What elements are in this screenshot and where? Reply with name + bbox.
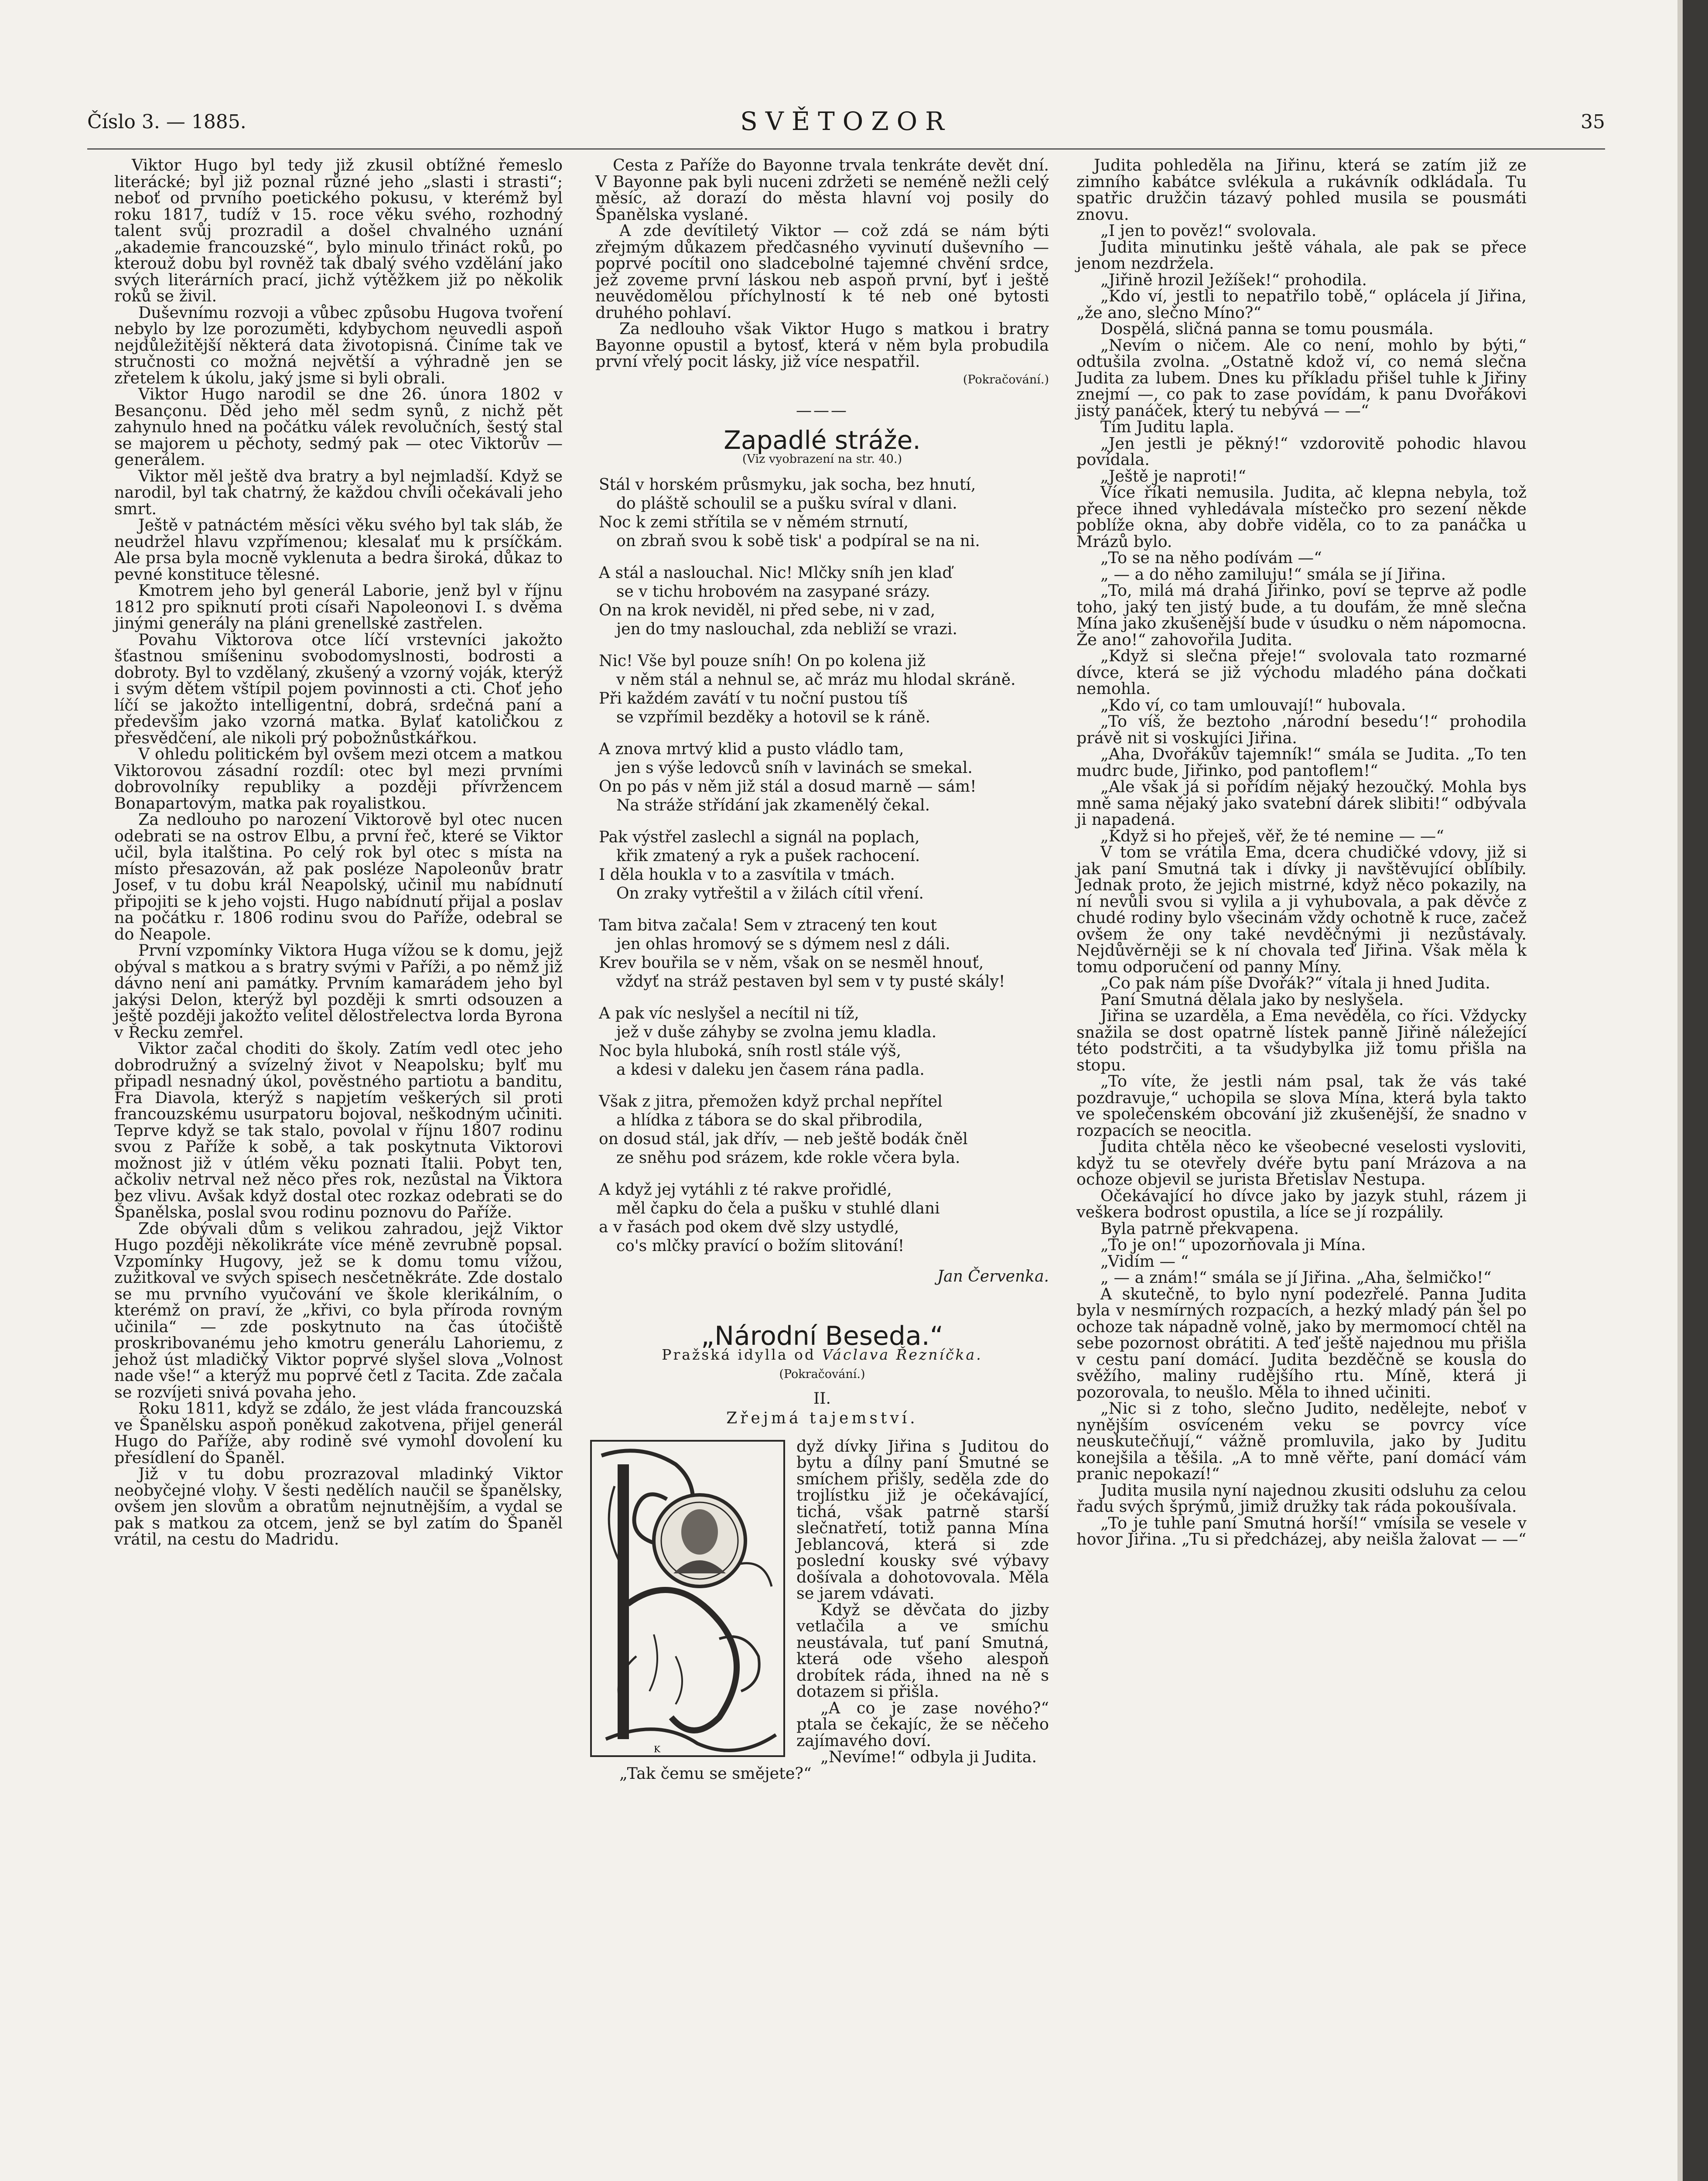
poem-stanza [595,1180,1049,1255]
paragraph: První vzpomínky Viktora Huga vížou se k domu, jejž obýval s matkou a s bratry svými v Paříži, a po němž již dávno není ani památky. Prvním kamarádem jeho byl jakýsi Delon, kterýž byl později k smrti odsouzen a ještě později jakožto velitel dělostřelectva lorda Byrona v Řecku zemřel. [114,941,563,1042]
story-paragraph: „To, milá má drahá Jiřinko, poví se teprve až podle toho, jaký ten jistý bude, a tu doufám, že mně slečna Mína jako zkušenější bude v úsudku o něm nápomocna. Že ano!“ zahovořila Judita. [1076,581,1527,649]
poem-line: Noc k zemi střítila se v němém strnutí, [599,513,909,531]
poem-line: A když jej vytáhli z té rakve prořidlé, [599,1180,892,1199]
story-paragraph: „Ještě je naproti!“ [1100,466,1246,485]
poem-line: Krev bouřila se v něm, však on se nesměl hnouť, [599,954,984,972]
poem-stanza [595,1092,1049,1167]
poem-line: A stál a naslouchal. Nic! Mlčky sníh jen klaď [599,564,953,582]
story-paragraph: „A co je zase nového?“ ptala se čekajíc, že se něčeho zajímavého doví. [796,1698,1049,1750]
story-subtitle-prefix: Pražská idylla od [662,1346,816,1363]
poem-line: a kdesi v daleku jen časem rána padla. [616,1060,925,1079]
story-paragraph: „Nevíme!“ odbyla ji Judita. [820,1747,1037,1766]
poem-line: co's mlčky pravící o božím slitování! [616,1237,905,1255]
paragraph: V ohledu politickém byl ovšem mezi otcem a matkou Viktorovou zásadní rozdíl: otec byl mezi prvními dobrovolníky republiky a později přívržencem Bonapartovým, matka pak royalistkou. [114,745,563,813]
story-paragraph: Když se děvčata do jizby vetlačila a ve smíchu neustávala, tuť paní Smutná, která ode všeho alespoň drobítek ráda, ihned na ně s dotazem si přišla. [796,1600,1049,1701]
story-paragraph: „To víte, že jestli nám psal, tak že vás také pozdravuje,“ uchopila se slova Mína, která byla takto ve společenském obcování již zkušenější, že snadno v rozpacích se neocitla. [1076,1072,1527,1140]
paragraph: Viktor začal choditi do školy. Zatím vedl otec jeho dobrodružný a svízelný život v Neapolsku; bylť mu připadl nesnadný úkol, pověstného partiotu a banditu, Fra Diavola, kterýž s napjetím veškerých sil proti francouzskému usurpatoru bojoval, neškodným učiniti. Teprve když se tak stalo, povolal v říjnu 1807 rodinu svou z Paříže k sobě, a tak poskytnuta Viktorovi možnost již v útlém věku poznati Italii. Pobyt ten, ačkoliv netrval než něco přes rok, nezůstal na Viktora bez vlivu. Avšak když dostal otec rozkaz odebrati se do Španělska, poslal svou rodinu poznovu do Paříže. [114,1039,563,1221]
poem-line: Pak výstřel zaslechl a signál na poplach, [599,828,920,846]
section-separator: ——— [796,402,848,420]
poem-line: a v řasách pod okem dvě slzy ustydlé, [599,1218,899,1236]
poem-line: I děla houkla v to a zasvítila v tmách. [599,865,895,884]
story-paragraph: „To je tuhle paní Smutná horší!“ vmísila se vesele v hovor Jiřina. „Tu si předcházej, aby neišla žalovat — —“ [1076,1513,1527,1549]
story-paragraph: „Tak čemu se smějete?“ [619,1764,812,1783]
poem-stanza [595,475,1049,550]
story-paragraph: „Když si ho přeješ, věř, že té nemine — —“ [1100,826,1444,845]
story-opening-text: dyž dívky Jiřina s Juditou do bytu a dílny paní Smutné se smíchem přišly, seděla zde do trojlístku již je očekávající, tichá, však patrně starší slečnatřetí, totiž panna Mína Jeblancová, která si zde poslední kousky své výbavy došívala a dohotovovala. Měla se jarem vdávati. [796,1436,1049,1603]
paragraph: Za nedlouho však Viktor Hugo s matkou i bratry Bayonne opustil a bytosť, která v něm byla probudila první vřelý pocit lásky, již více nespatřil. [595,319,1049,371]
poem-line: v něm stál a nehnul se, ač mráz mu hlodal skráně. [616,670,1016,689]
poem-line: on zbraň svou k sobě tisk' a podpíral se na ni. [616,532,980,550]
poem-line: do pláště schoulil se a pušku svíral v dlani. [616,494,957,513]
poem-stanza [595,916,1049,991]
story-subtitle [595,1347,1049,1363]
poem-line: on dosud stál, jak dřív, — neb ještě bodák čněl [599,1130,968,1148]
poem-line: Však z jitra, přemožen když prchal nepřítel [599,1092,943,1111]
initial-letter: K [654,1743,660,1754]
column-story-continuation [1076,157,1527,1548]
poem-line: Při každém zavátí v tu noční pustou tíš [599,689,908,708]
story-paragraph: „To víš, že beztoho ‚národní besedu‘!“ prohodila právě nit si voskujíci Jiřina. [1076,712,1527,747]
paragraph: Již v tu dobu prozrazoval mladinký Viktor neobyčejné vlohy. V šesti nedělích naučil se španělsky, ovšem jen slovům a obratům nejnutnějším, a vydal se pak s matkou za otcem, jenž se byl zatím do Španěl vrátil, na cestu do Madridu. [114,1464,563,1549]
poem-line: jež v duše záhyby se zvolna jemu kladla. [616,1023,937,1041]
paragraph: Duševnímu rozvoji a vůbec způsobu Hugova tvoření nebylo by lze porozuměti, kdybychom neuvedli aspoň nejdůležitější některá data životopisná. Činíme tak ve stručnosti co možná největší a výhradně jen se zřetelem k úkolu, jaký jsme si byli obrali. [114,303,563,387]
poem-line: Nic! Vše byl pouze sníh! On po kolena již [599,652,926,670]
paragraph: Viktor měl ještě dva bratry a byl nejmladší. Když se narodil, byl tak chatrný, že každou chvíli očekávali jeho smrt. [114,466,563,518]
story-paragraph: „To se na něho podívám —“ [1100,548,1322,567]
story-paragraph: Tím Juditu lapla. [1100,417,1235,436]
paragraph: Zde obývali dům s velikou zahradou, jejž Viktor Hugo později několikráte více méně zevrubně popsal. Vzpomínky Hugovy, jež se k domu tomu vížou, zužitkoval ve svých spisech nesčetněkráte. Zde dostalo se mu prvního vyučování ve škole klerikálním, o kterémž on praví, že „křivi, co byla příroda rovným učinila“ — zde poskytnuto na čas útočiště proskribovanému jeho kmotru generálu Lahoriemu, z jehož úst mladičký Viktor poprvé slyšel slova „Volnost nade vše!“ a kterýž mu poprvé četl z Tacita. Zde začala se rozvíjeti snivá povaha jeho. [114,1219,563,1402]
story-paragraph: „Aha, Dvořákův tajemník!“ smála se Judita. „To ten mudrc bude, Jiřinko, pod pantoflem!“ [1076,745,1527,780]
paragraph: Za nedlouho po narození Viktorově byl otec nucen odebrati se na ostrov Elbu, a první řeč, které se Viktor učil, byla italština. Po celý rok byl otec s místa na místo přesazován, až pak posléze Napoleonův bratr Josef, v tu dobu král Neapolský, učinil mu nabídnutí připojiti se k jeho vojsti. Hugo nabídnutí přijal a poslav na počátku r. 1806 rodinu svou do Paříže, odebral se do Neapole. [114,810,563,944]
paragraph: Viktor Hugo byl tedy již zkusil obtížné řemeslo literácké; byl již poznal různé jeho „slasti i strasti“; neboť od prvního poetického pokusu, v kterémž byl roku 1817, tudíž v 15. roce věku svého, rozhodný talent svůj prozradil a došel chvalného uznání „akademie francouzské“, bylo minulo třináct roků, po kterouž dobu byl rovněž tak dbalý svého vzdělání jako svých literárních prací, jichž výtěžkem již po několik roků se živil. [114,156,563,305]
column-hugo-biography [114,157,563,1548]
story-paragraph: Paní Smutná dělala jako by neslyšela. [1100,990,1404,1009]
story-paragraph: Dospělá, sličná panna se tomu pousmála. [1100,319,1434,338]
story-paragraph: „I jen to pověz!“ svolovala. [1100,221,1317,240]
poem-line: Stál v horském průsmyku, jak socha, bez hnutí, [599,475,976,494]
poem-line: Noc byla hluboká, sníh rostl stále výš, [599,1042,902,1060]
poem-line: křik zmatený a ryk a pušek rachocení. [616,847,920,865]
story-paragraph: Více říkati nemusila. Judita, ač klepna nebyla, tož přece ihned vyhledávala místečko pro sezení někde poblíže okna, aby dobře viděla, co to za panáčka u Mrázů bylo. [1076,483,1527,551]
poem-line: On po pás v něm již stál a dosud marně — sám! [599,777,977,796]
poem-title: Zapadlé stráže. [724,425,921,455]
paragraph: Roku 1811, když se zdálo, že jest vláda francouzská ve Španělsku aspoň poněkud zakotvena, přijel generál Hugo do Paříže, aby rodině své vymohl dovolení ku přesídlení do Španěl. [114,1399,563,1467]
header-rule [87,148,1605,150]
story-paragraph: Judita minutinku ještě váhala, ale pak se přece jenom nezdržela. [1076,237,1527,273]
poem-line: vždyť na stráž pestaven byl sem v ty pusté skály! [616,972,1005,991]
poem-line: jen ohlas hromový se s dýmem nesl z dáli. [616,935,950,953]
poem-line: a hlídka z tábora se do skal přibrodila, [616,1111,923,1129]
book-spine-shadow [1683,0,1708,2181]
story-paragraph: „To je on!“ upozorňovala ji Mína. [1100,1235,1366,1254]
decorative-initial-illustration [588,1438,787,1759]
poem-stanza [595,1004,1049,1079]
poem-stanza [595,828,1049,903]
poem-line: On na krok neviděl, ni před sebe, ni v zad, [599,601,936,619]
paragraph: Cesta z Paříže do Bayonne trvala tenkráte devět dní. V Bayonne pak byli nuceni zdržeti se neméně nežli celý měsíc, až dorazí do města hlavní voj posily do Španělska vyslané. [595,156,1049,224]
story-paragraph: „Nevím o ničem. Ale co není, mohlo by býti,“ odtušila zvolna. „Ostatně kdož ví, co nemá slečna Judita za lubem. Dnes ku příkladu přišel tuhle k Jiřiny znejmí —, co pak to zase povídám, k panu Dvořákovi jistý panáček, který tu nebývá — —“ [1076,335,1527,420]
story-continued: (Pokračování.) [779,1367,865,1381]
story-paragraph: Byla patrně překvapena. [1100,1219,1299,1238]
story-paragraph: Judita pohleděla na Jiřinu, která se zatím již ze zimního kabátce svlékula a rukávník odkládala. Tu spatřic družčin tázavý pohled musila se pousmáti znovu. [1076,156,1527,224]
paragraph: A zde devítiletý Viktor — což zdá se nám býti zřejmým důkazem předčasného vyvinutí duševního — poprvé pocítil ono sladcebolné tajemné chvění srdce, jež zoveme první láskou neb aspoň první, byť i ještě neuvědomělou příchylností k té neb oné bytosti druhého pohlaví. [595,221,1049,322]
poem-stanza [595,740,1049,815]
story-author: Václava Řezníčka. [822,1346,983,1363]
poem-line: Na stráže střídání jak zkamenělý čekal. [616,796,930,814]
poem-stanza [595,652,1049,727]
poem-author: Jan Červenka. [937,1267,1049,1285]
paragraph: Kmotrem jeho byl generál Laborie, jenž byl v říjnu 1812 pro spiknutí proti císaři Napoleonovi I. s dvěma jinými generály na pláni grenellské zastřelen. [114,581,563,632]
poem-stanza [595,564,1049,639]
story-title: „Národní Beseda.“ [701,1321,943,1351]
issue-label: Číslo 3. — 1885. [87,111,246,133]
poem-line: měl čapku do čela a pušku v stuhlé dlani [616,1199,940,1217]
story-paragraph: „Ale však já si pořídím nějaký hezoučký. Mohla bys mně sama nějaký jako svatební dárek slibiti!“ odbývala ji napadená. [1076,777,1527,829]
story-paragraph: „Jiřině hrozil Ježíšek!“ prohodila. [1100,270,1367,289]
poem-line: jen s výše ledovců sníh v lavinách se smekal. [616,759,973,777]
paragraph: Povahu Viktorova otce líčí vrstevníci jakožto šťastnou smíšeninu svobodomyslnosti, bodrosti a dobroty. Byl to vzdělaný, zkušený a vzorný voják, kterýž i svým dětem vštípil pojem povinnosti a cti. Choť jeho líčí se jakožto intelligentní, dobrá, srdečná paní a především jako vzorná matka. Bylať katoličkou z přesvědčení, ale nikoli prý pobožnůstkářkou. [114,630,563,747]
poem-body [595,475,1049,1255]
story-paragraph: Jiřina se uzarděla, a Ema nevěděla, co říci. Vždycky snažila se dost opatrně lístek panně Jiřině náležející této podstrčiti, a ta všudybylka již tomu přišla na stopu. [1076,1006,1527,1074]
story-paragraph: „Když si slečna přeje!“ svolovala tato rozmarné dívce, která se již východu mladého pána dočkati nemohla. [1076,646,1527,698]
chapter-title: Zřejmá tajemství. [726,1409,918,1427]
story-paragraph: „ — a znám!“ smála se jí Jiřina. „Aha, šelmičko!“ [1100,1268,1492,1287]
poem-line: jen do tmy naslouchal, zda nebliží se vrazi. [616,620,957,638]
story-paragraph: „Nic si z toho, slečno Judito, nedělejte, neboť v nynějším osvíceném veku se povrcy více neuskutečňují,“ vážně promluvila, jako by Juditu konejšila a těšila. „A to mně věřte, paní domácí vám pranic nepokazí!“ [1076,1399,1527,1483]
story-paragraph: „Vidím — “ [1100,1251,1189,1271]
page-number: 35 [1581,111,1605,133]
story-paragraph: Očekávající ho dívce jako by jazyk stuhl, rázem ji veškera bodrost opustila, a líce se jí rozpálily. [1076,1186,1527,1221]
paragraph: Viktor Hugo narodil se dne 26. února 1802 v Besançonu. Děd jeho měl sedm synů, z nichž pět zahynulo hned na počátku válek revolučních, šestý stal se majorem u pěchoty, sedmý pak — otec Viktorův — generálem. [114,385,563,469]
continued-note: (Pokračování.) [963,373,1049,386]
page-edge [1677,0,1683,2181]
chapter-number: II. [813,1389,831,1408]
story-paragraph: „Kdo ví, co tam umlouvají!“ hubovala. [1100,695,1406,714]
poem-line: se v tichu hrobovém na zasypané srázy. [616,582,930,601]
poem-line: On zraky vytřeštil a v žilách cítil vření. [616,884,924,902]
story-paragraph: V tom se vrátila Ema, dcera chudičké vdovy, již si jak paní Smutná tak i dívky ji navštěvující oblíbily. Jednak proto, že jejich mistrné, když něco pokazily, na ní nevůli svou si vylila a ji vyhubovala, a pak děvče z chudé rodiny bylo všecinám vždy ochotně k ruce, začež ovšem že ony také nevděčnými ji nezůstávaly. Nejdůvěrněji se k ní chovala teď Jiřina. Však měla k tomu odporučení od panny Míny. [1076,843,1527,976]
poem-line: se vzpřímil bezděky a hotovil se k ráně. [616,708,930,726]
story-paragraph: Judita chtěla něco ke všeobecné veselosti vysloviti, když tu se otevřely dvéře bytu paní Mrázova a na ochoze objevil se jurista Břetislav Nestupa. [1076,1137,1527,1189]
story-paragraph: Judita musila nyní najednou zkusiti odsluhu za celou řadu svých šprýmů, jimiž družky tak ráda pokoušívala. [1076,1480,1527,1516]
poem-line: Tam bitva začala! Sem v ztracený ten kout [599,916,937,934]
story-paragraph: „Jen jestli je pěkný!“ vzdorovitě pohodic hlavou povídala. [1076,434,1527,469]
poem-line: ze sněhu pod srázem, kde rokle včera byla. [616,1149,960,1167]
poem-line: A pak víc neslyšel a necítil ni tíž, [599,1004,859,1022]
masthead-title: SVĚTOZOR [740,106,952,136]
poem-subtitle: (Viz vyobrazení na str. 40.) [742,452,902,466]
poem-line: A znova mrtvý klid a pusto vládlo tam, [599,740,904,758]
story-paragraph: A skutečně, to bylo nyní podezřelé. Panna Judita byla v nesmírných rozpacích, a hezký mladý pán šel po ochoze tak nápadně volně, jako by mermomocí chtěl na sebe pozornost obrátiti. A teď ještě najednou mu přišla v cestu paní domácí. Judita bezděčně se kousla do svěžího, maliny rudějšího rtu. Míně, která ji pozorovala, to neušlo. Měla to ihned učiniti. [1076,1284,1527,1402]
page-header [87,106,1605,141]
paragraph: Ještě v patnáctém měsíci věku svého byl tak sláb, že neudržel hlavu vzpřímenou; klesalať mu k prsíčkám. Ale prsa byla mocně vyklenuta a bedra široká, důkaz to pevné konstituce tělesné. [114,516,563,584]
story-paragraph: „Co pak nám píše Dvořák?“ vítala ji hned Judita. [1100,974,1490,992]
story-paragraph: „Kdo ví, jestli to nepatřilo tobě,“ oplácela jí Jiřina, „že ano, slečno Míno?“ [1076,287,1527,322]
column-middle [595,157,1049,1781]
story-paragraph: „ — a do něho zamiluju!“ smála se jí Jiřina. [1100,564,1446,584]
